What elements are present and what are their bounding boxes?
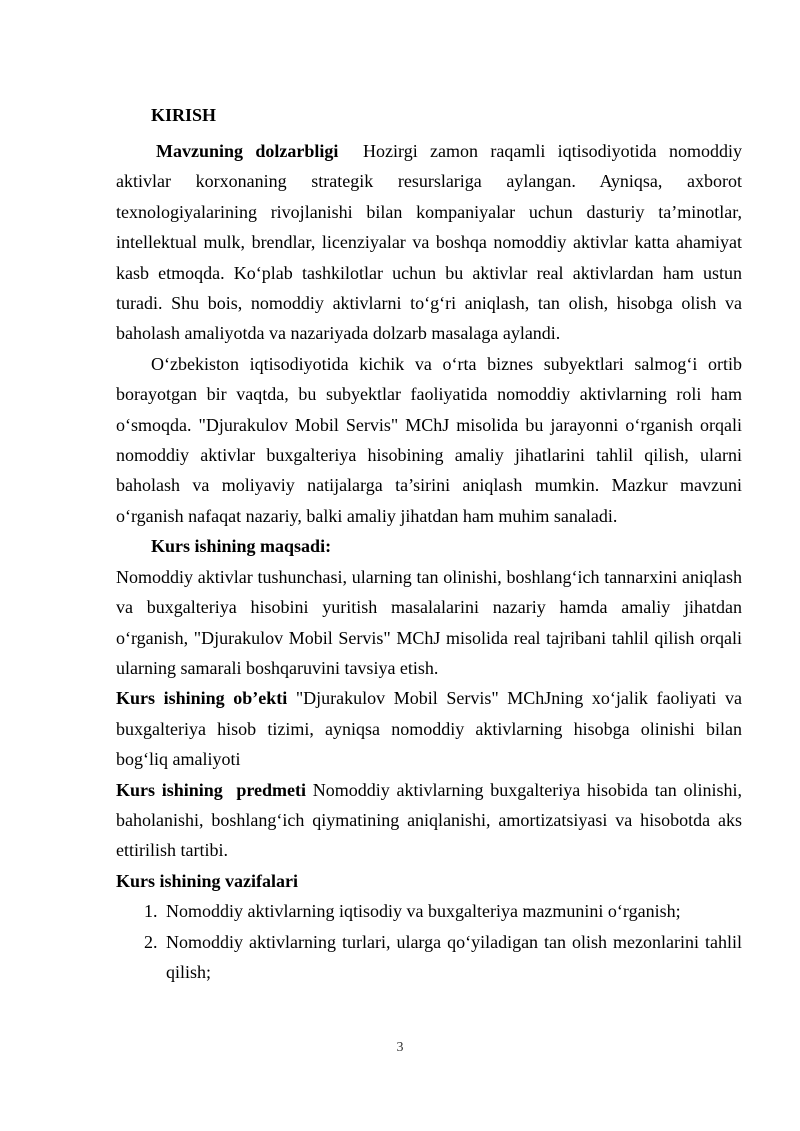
list-item: 2. Nomoddiy aktivlarning turlari, ularga qo‘yiladigan tan olish mezonlarini tahlil qilish; [162, 927, 742, 988]
relevance-paragraph [116, 136, 742, 349]
context-paragraph: O‘zbekiston iqtisodiyotida kichik va o‘rta biznes subyektlari salmog‘i ortib borayotgan bir vaqtda, bu subyektlar faoliyatida nomoddiy aktivlarning roli ham o‘smoqda. "Djurakulov Mobil Servis" MChJ misolida bu jarayonni o‘rganish orqali nomoddiy aktivlar buxgalteriya hisobining amaliy jihatlarini tahlil qilish, ularni baholash va moliyaviy natijalarga ta’sirini aniqlash mumkin. Mazkur mavzuni o‘rganish nafaqat nazariy, balki amaliy jihatdan ham muhim sanaladi. [116, 353, 742, 526]
relevance-text: Hozirgi zamon raqamli iqtisodiyotida nomoddiy aktivlar korxonaning strategik resurslariga aylangan. Ayniqsa, axborot texnologiyalarining rivojlanishi bilan kompaniyalar uchun dasturiy ta’minotlar, intellektual mulk, brendlar, licenziyalar va boshqa nomoddiy aktivlar katta ahamiyat kasb etmoqda. Ko‘plab tashkilotlar uchun bu aktivlar real aktivlardan ham ustun turadi. Shu bois, nomoddiy aktivlarni to‘g‘ri aniqlash, tan olish, hisobga olish va baholash amaliyotda va nazariyada dolzarb masalaga aylandi. [116, 141, 743, 344]
object-text: "Djurakulov Mobil Servis" MChJning xo‘jalik faoliyati va buxgalteriya hisob tizimi, ayniqsa nomoddiy aktivlarning hisobga olinishi bilan bog‘liq amaliyoti [116, 688, 743, 770]
tasks-list [116, 896, 742, 987]
goal-paragraph: Nomoddiy aktivlar tushunchasi, ularning tan olinishi, boshlang‘ich tannarxini aniqlash va buxgalteriya hisobini yuritish masalalarini nazariy hamda amaliy jihatdan o‘rganish, "Djurakulov Mobil Servis" MChJ misolida real tajribani tahlil qilish orqali ularning samarali boshqaruvini tavsiya etish. [116, 566, 742, 678]
subject-label: Kurs ishining predmeti [116, 779, 306, 800]
document-page [116, 100, 742, 987]
tasks-heading: Kurs ishining vazifalari [116, 870, 299, 891]
list-item: 1. Nomoddiy aktivlarning iqtisodiy va buxgalteriya mazmunini o‘rganish; [162, 896, 742, 926]
section-heading: KIRISH [151, 105, 217, 125]
page-number: 3 [396, 1040, 404, 1055]
object-label: Kurs ishining ob’ekti [116, 688, 288, 709]
goal-heading: Kurs ishining maqsadi: [151, 536, 332, 557]
subject-text: Nomoddiy aktivlarning buxgalteriya hisobida tan olinishi, baholanishi, boshlang‘ich qiymatining aniqlanishi, amortizatsiyasi va hisobotda aks ettirilish tartibi. [116, 779, 743, 861]
subject-paragraph [116, 775, 742, 866]
relevance-label: Mavzuning dolzarbligi [156, 141, 339, 161]
object-paragraph [116, 683, 742, 774]
